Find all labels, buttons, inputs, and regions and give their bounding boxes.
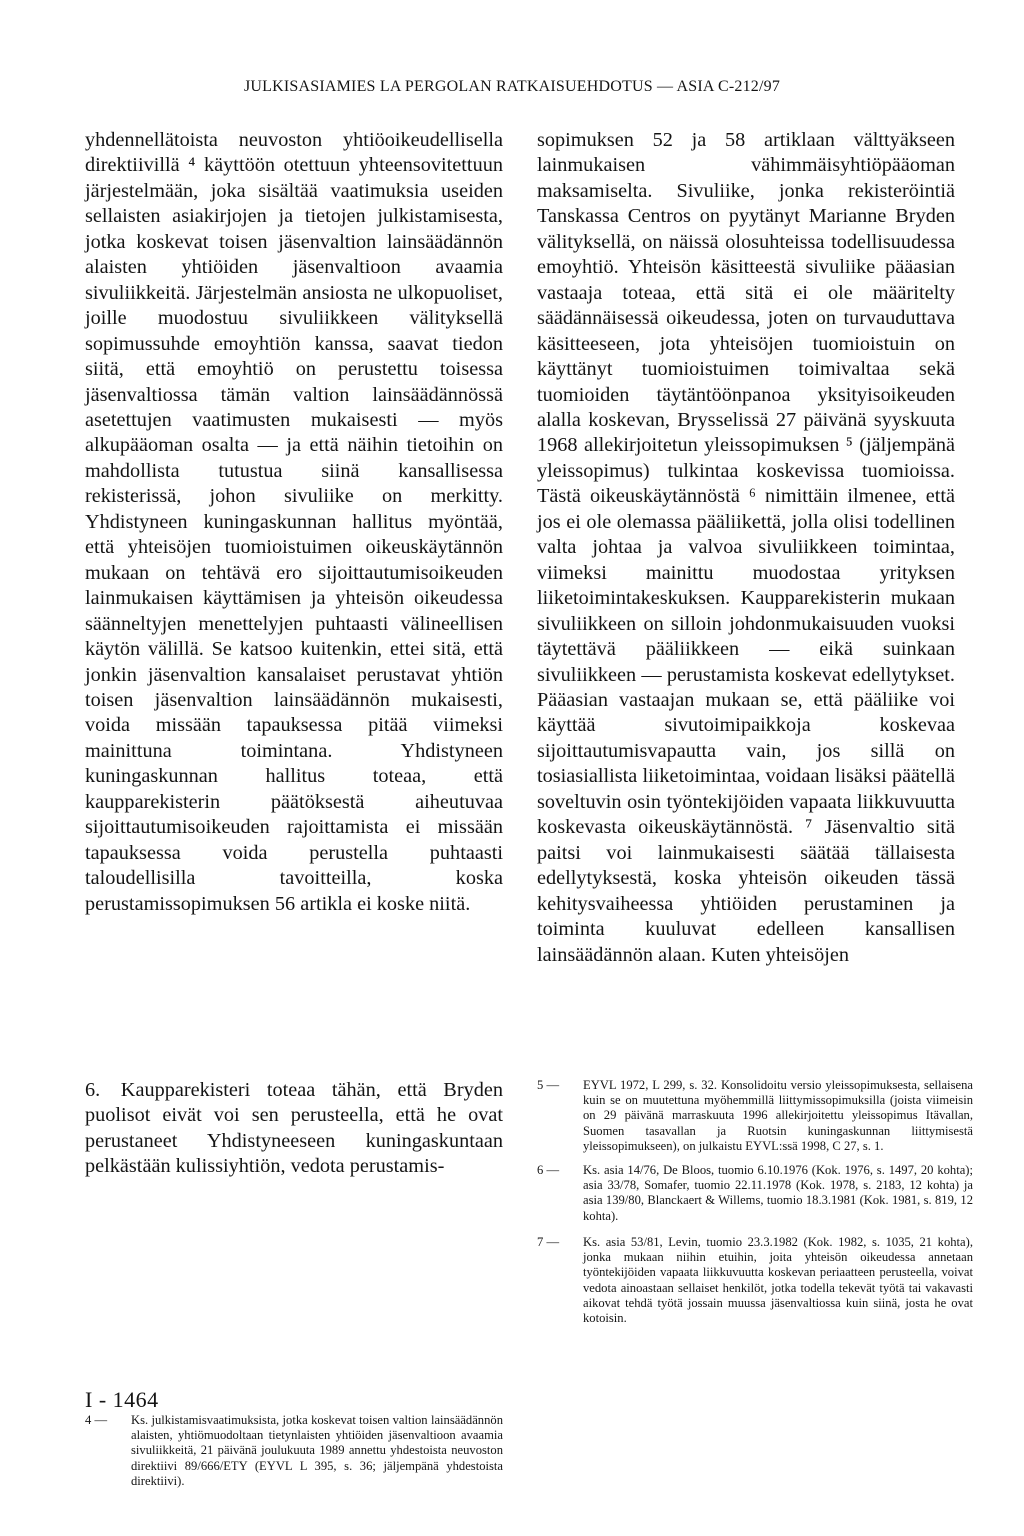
footnote-6-text: Kaupparekisteri toteaa tähän, että Bryden puolisot eivät voi sen perusteella, että he ovat perustaneet Yhdistyneeseen kuningaskuntaan pelkästään kulissiyhtiön, vedota perustamis- [85,1079,503,1178]
footnote-5 [537,1078,973,1154]
footnote-6-number: 6. [85,1079,101,1101]
footnote-4-text: Ks. julkistamisvaatimuksista, jotka koskevat toisen valtion lainsäädännön alaisten, yhtiömuodoltaan tietynlaisten yhtiöiden jäsenvaltioon avaamia sivuliikkeitä, 21 päivänä joulukuuta 1989 annettu yhdestoista neuvoston direktiivi 89/666/ETY (EYVL L 395, s. 36; jäljempänä yhdestoista direktiivi). [131,1413,503,1488]
footnote-6 [537,1163,973,1224]
footnote-7-mark: 7 — [537,1235,560,1249]
footnote-7-text: Ks. asia 53/81, Levin, tuomio 23.3.1982 (Kok. 1982, s. 1035, 21 kohta), jonka mukaan niihin etuihin, joita yhteisön oikeudessa annetaan työntekijöiden vapaata liikkuvuutta koskevan periaatteen perusteella, voivat vedota ainoastaan sellaiset henkilöt, jotka todella tekevät työtä tai vakavasti aikovat tehdä työtä jossain muussa jäsenvaltiossa kuin siinä, josta he ovat kotoisin. [583,1235,973,1326]
footnote-6-main [85,1078,503,1180]
running-header: JULKISASIAMIES LA PERGOLAN RATKAISUEHDOTUS — ASIA C-212/97 [243,78,781,95]
footnote-4 [85,1413,503,1489]
footnote-7 [537,1235,973,1326]
footnote-6-mark: 6 — [537,1163,560,1177]
right-column-text: sopimuksen 52 ja 58 artiklaan välttyäkseen lainmukaisen vähimmäisyhtiöpääoman maksamiselta. Sivuliike, jonka rekisteröintiä Tanskassa Centros on pyytänyt Marianne Bryden välityksellä, on näissä olosuhteissa todellisuudessa emoyhtiö. Yhteisön käsitteestä sivuliike pääasian vastaaja toteaa, että sitä ei ole määritelty säädännäisessä oikeudessa, joten on turvauduttava käsitteeseen, jota yhteisöjen tuomioistuin on käyttänyt tuomioistuimen toimivaltaa sekä tuomioiden täytäntöönpanoa yksityisoikeuden alalla koskevan, Brysselissä 27 päivänä syyskuuta 1968 allekirjoitetun yleissopimuksen ⁵ (jäljempänä yleissopimus) tulkintaa koskevissa tuomioissa. Tästä oikeuskäytännöstä ⁶ nimittäin ilmenee, että jos ei ole olemassa pääliikettä, jolla olisi todellinen valta johtaa ja valvoa sivuliikkeen toimintaa, viimeksi mainittu muodostaa yrityksen liiketoimintakeskuksen. Kaupparekisterin mukaan sivuliikkeen on silloin johdonmukaisuuden vuoksi täytettävä pääliikkeen — eikä suinkaan sivuliikkeen — perustamista koskevat edellytykset. Pääasian vastaajan mukaan se, että pääliike voi käyttää sivutoimipaikkoja koskevaa sijoittautumisvapautta vain, jos sillä on tosiasiallista liiketoimintaa, voidaan lisäksi päätellä soveltuvin osin työntekijöiden vapaata liikkuvuutta koskevasta oikeuskäytännöstä. ⁷ Jäsenvaltio sitä paitsi voi lainmukaisesti säätää tällaisesta edellytyksestä, koska yhteisön oikeuden tässä kehitysvaiheessa yhtiöiden perustaminen ja toiminta kuuluvat edelleen kansallisen lainsäädännön alaan. Kuten yhteisöjen [537,129,955,966]
left-column [85,128,503,917]
left-column-text: yhdennellätoista neuvoston yhtiöoikeudellisella direktiivillä ⁴ käyttöön otettuun yhteensovitettuun järjestelmään, joka sisältää vaatimuksia useiden sellaisten asiakirjojen ja tietojen julkistamisesta, jotka koskevat toisen jäsenvaltion lainsäädännön alaisten yhtiöiden jäsenvaltioon avaamia sivuliikkeitä. Järjestelmän ansiosta ne ulkopuoliset, joille muodostuu sivuliikkeen välityksellä sopimussuhde emoyhtiön kanssa, saavat tiedon siitä, että emoyhtiö on perustettu toisessa jäsenvaltiossa tämän valtion lainsäädännössä asetettujen vaatimusten mukaisesti — myös alkupääoman osalta — ja että näihin tietoihin on mahdollista tutustua siinä kansallisessa rekisterissä, johon sivuliike on merkitty. Yhdistyneen kuningaskunnan hallitus myöntää, että yhteisöjen tuomioistuimen oikeuskäytännön mukaan on tehtävä ero sijoittautumisoikeuden lainmukaisen käyttämisen ja yhteisön oikeudessa säänneltyjen menettelyjen puhtaasti välineellisen käytön välillä. Se katsoo kuitenkin, ettei sitä, että jonkin jäsenvaltion kansalaiset perustavat yhtiön toisen jäsenvaltion lainsäädännön mukaisesti, voida missään tapauksessa pitää viimeksi mainittuna toimintana. Yhdistyneen kuningaskunnan hallitus toteaa, että kaupparekisterin päätöksestä aiheutuvaa sijoittautumisoikeuden rajoittamista ei missään tapauksessa voida perustella puhtaasti taloudellisilla tavoitteilla, koska perustamissopimuksen 56 artikla ei koske niitä. [85,129,503,915]
footnote-6-body: Ks. asia 14/76, De Bloos, tuomio 6.10.1976 (Kok. 1976, s. 1497, 20 kohta); asia 33/78, Somafer, tuomio 22.11.1978 (Kok. 1978, s. 2183, 12 kohta) ja asia 139/80, Blanckaert & Willems, tuomio 18.3.1981 (Kok. 1981, s. 819, 12 kohta). [583,1163,973,1223]
footnote-4-mark: 4 — [85,1413,108,1427]
page-number: I - 1464 [85,1387,159,1412]
footnote-5-mark: 5 — [537,1078,560,1092]
right-column [537,128,955,968]
footnote-5-text: EYVL 1972, L 299, s. 32. Konsolidoitu versio yleissopimuksesta, sellaisena kuin se on muutettuna myöhemmillä liittymissopimuksilla (joista viimeisin on 29 päivänä marraskuuta 1996 allekirjoitettu yleissopimus Itävallan, Suomen tasavallan ja Ruotsin kuningaskunnan liittymisestä yleissopimukseen), on julkaistu EYVL:ssä 1998, C 27, s. 1. [583,1078,973,1153]
